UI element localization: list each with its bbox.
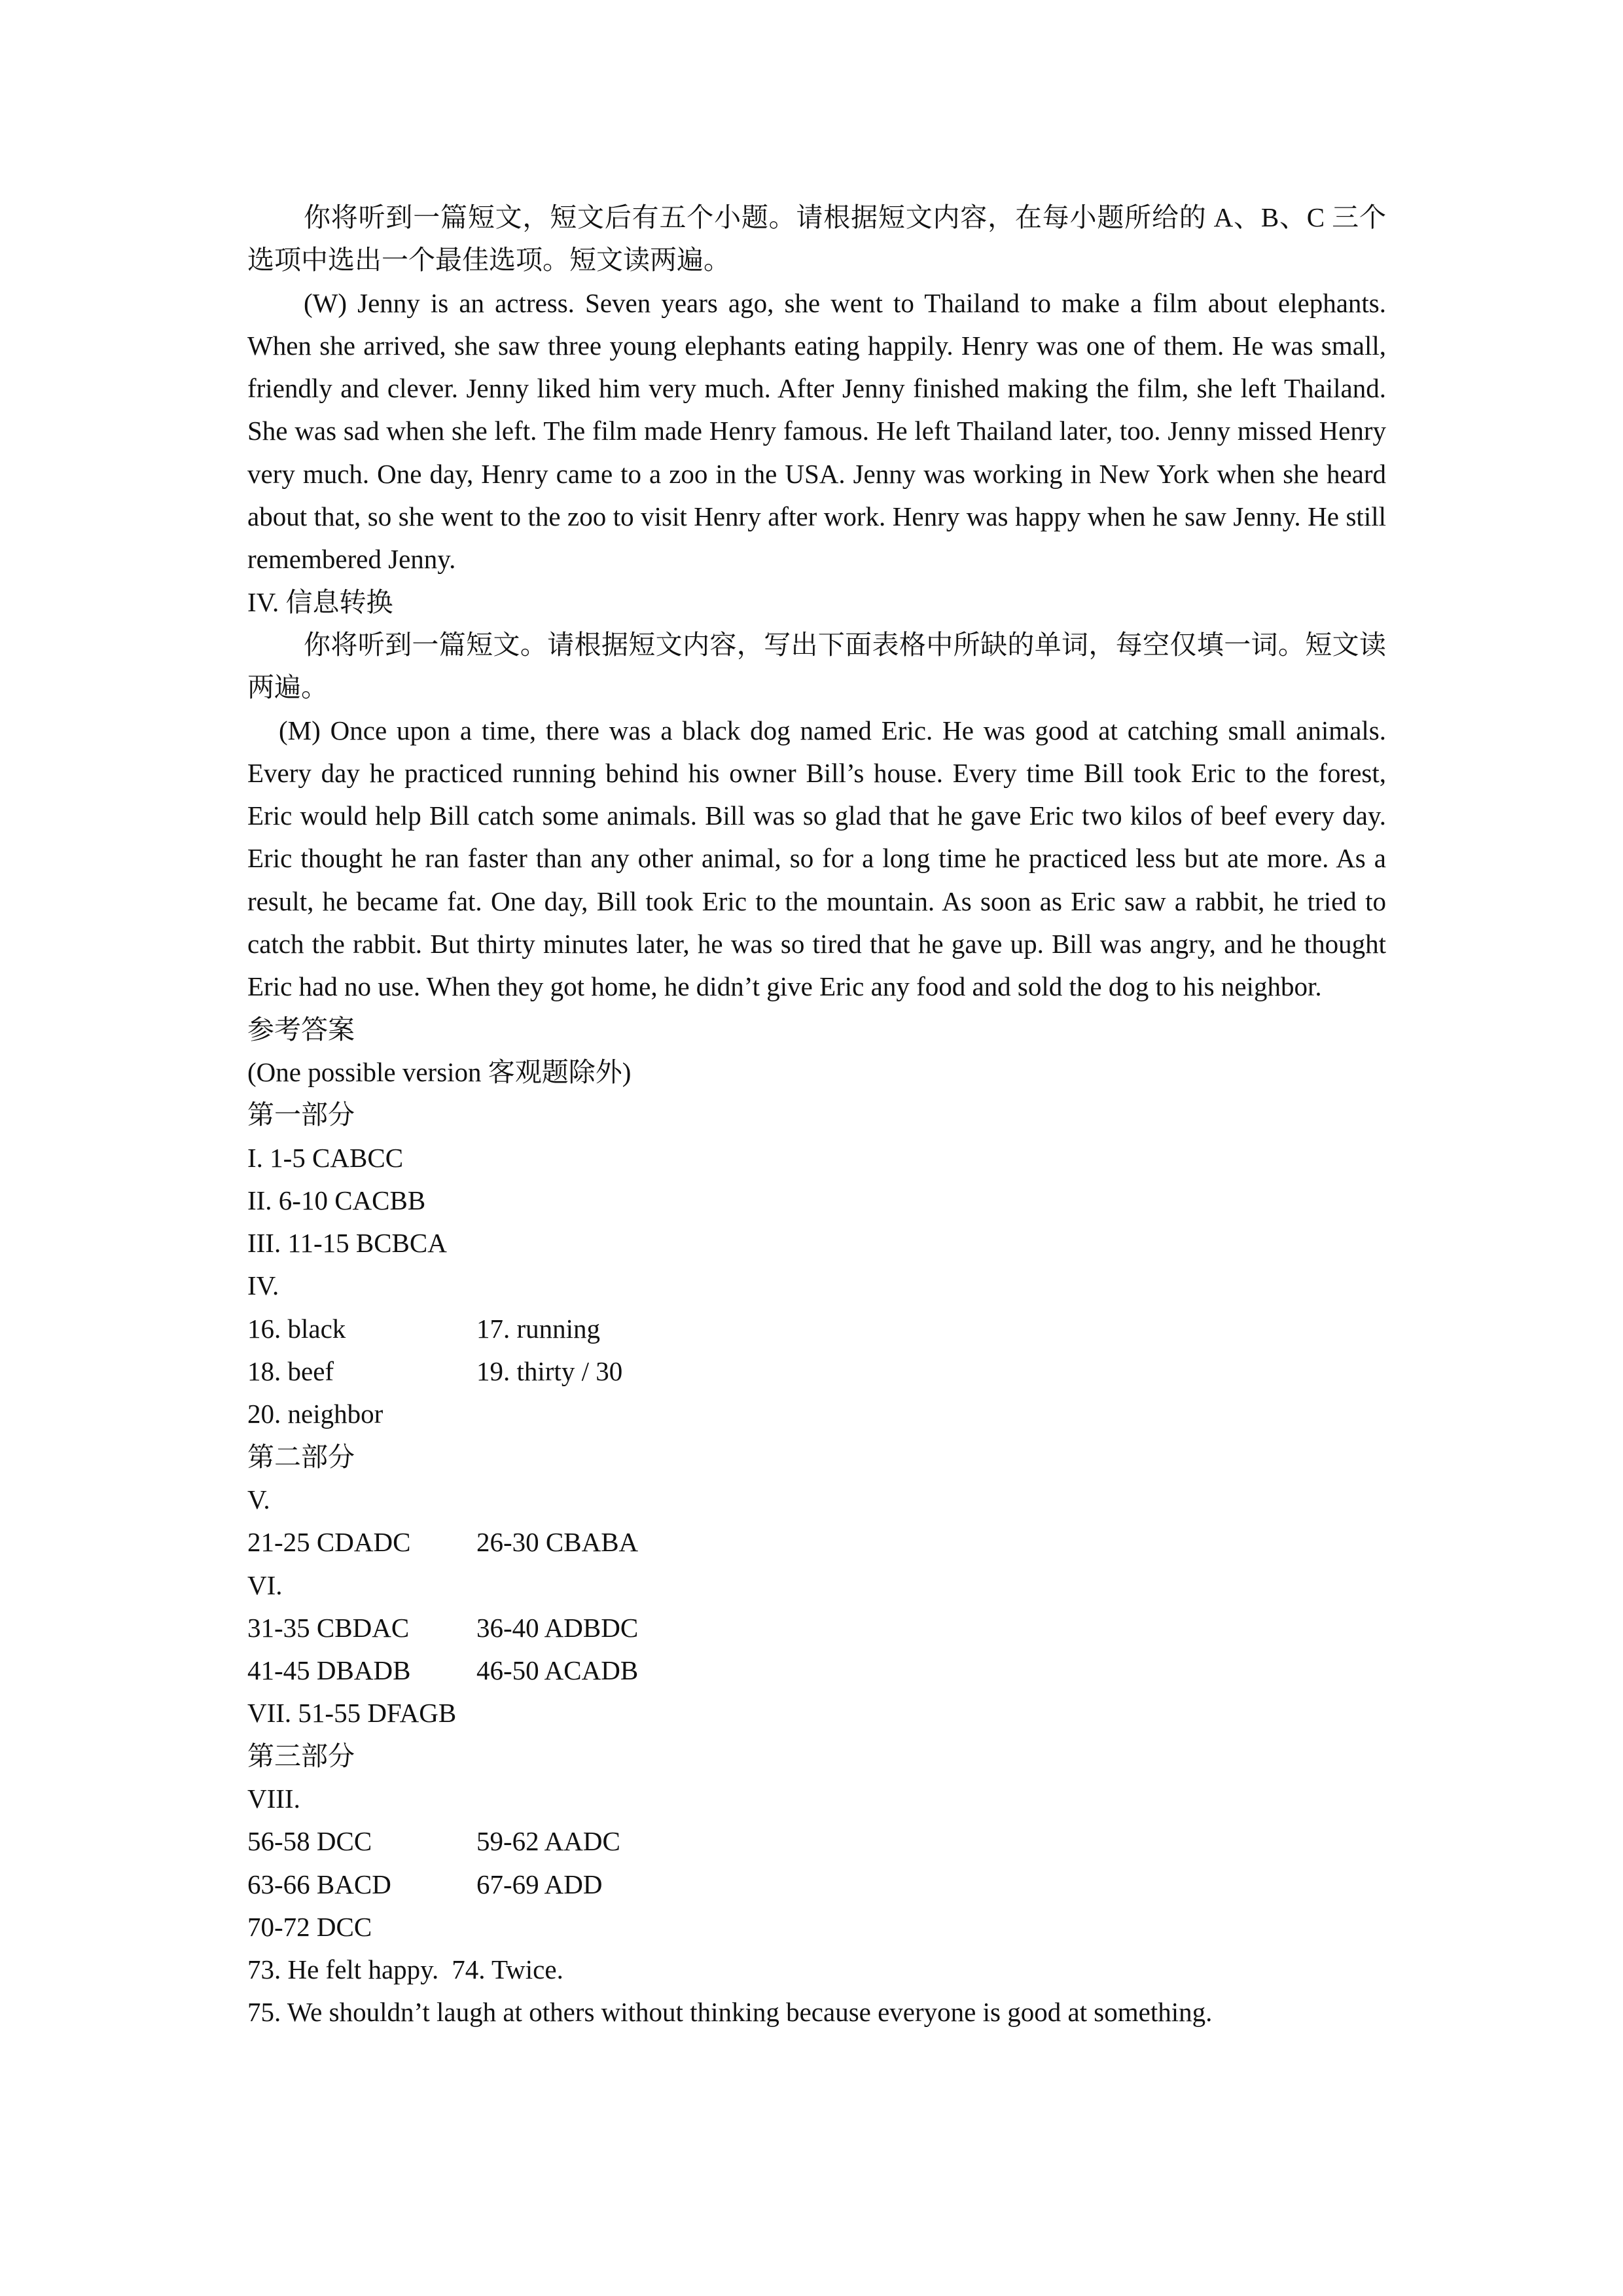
answer-viii-label: VIII. bbox=[247, 1783, 300, 1814]
answer-70-72: 70-72 DCC bbox=[247, 1911, 372, 1942]
answer-row bbox=[247, 1948, 1386, 1991]
part1-title: 第一部分 bbox=[247, 1100, 355, 1130]
answer-75: 75. We shouldn’t laugh at others without thinking because everyone is good at something. bbox=[247, 1997, 1213, 2028]
answer-26-30: 26-30 CBABA bbox=[476, 1527, 639, 1558]
answer-17: 17. running bbox=[476, 1313, 601, 1344]
answer-21-25: 21-25 CDADC bbox=[247, 1527, 411, 1558]
answers-title: 参考答案 bbox=[247, 1014, 355, 1045]
answer-59-62: 59-62 AADC bbox=[476, 1826, 620, 1857]
answer-v-label: V. bbox=[247, 1484, 270, 1515]
answer-i: I. 1-5 CABCC bbox=[247, 1142, 404, 1173]
answer-ii: II. 6-10 CACBB bbox=[247, 1185, 426, 1215]
answer-19: 19. thirty / 30 bbox=[476, 1356, 623, 1387]
answer-31-35: 31-35 CBDAC bbox=[247, 1612, 410, 1643]
answer-iii: III. 11-15 BCBCA bbox=[247, 1228, 447, 1259]
section4-heading: IV. 信息转换 bbox=[247, 586, 393, 617]
answer-vi-label: VI. bbox=[247, 1570, 283, 1600]
part3-title: 第三部分 bbox=[247, 1740, 355, 1771]
answer-56-58: 56-58 DCC bbox=[247, 1826, 372, 1857]
answer-row bbox=[247, 1820, 1386, 1863]
answer-16: 16. black bbox=[247, 1313, 346, 1344]
answer-41-45: 41-45 DBADB bbox=[247, 1655, 411, 1686]
section3-instructions: 你将听到一篇短文，短文后有五个小题。请根据短文内容，在每小题所给的 A、B、C 三个选项中选出一个最佳选项。短文读两遍。 bbox=[247, 202, 1386, 276]
answer-row bbox=[247, 1607, 1386, 1649]
part2-title: 第二部分 bbox=[247, 1441, 355, 1472]
answer-iv-label: IV. bbox=[247, 1270, 279, 1301]
answer-36-40: 36-40 ADBDC bbox=[476, 1612, 639, 1643]
answer-20: 20. neighbor bbox=[247, 1399, 383, 1429]
answer-73: 73. He felt happy. bbox=[247, 1954, 439, 1985]
answer-67-69: 67-69 ADD bbox=[476, 1869, 603, 1899]
answer-row bbox=[247, 1308, 1386, 1350]
answer-row bbox=[247, 1521, 1386, 1564]
answer-74: 74. Twice. bbox=[452, 1954, 563, 1985]
document-page bbox=[247, 196, 1386, 2034]
answer-row bbox=[247, 1649, 1386, 1692]
section4-script: (M) Once upon a time, there was a black dog named Eric. He was good at catching small animals. Every day he practiced running behind his owner Bill’s house. Every time Bill took Eric to the forest, Eric would help Bill catch some animals. Bill was so glad that he gave Eric two kilos of beef every day. Eric thought he ran faster than any other animal, so for a long time he practiced less but ate more. As a result, he became fat. One day, Bill took Eric to the mountain. As soon as Eric saw a rabbit, he tried to catch the rabbit. But thirty minutes later, he was so tired that he gave up. Bill was angry, and he thought Eric had no use. When they got home, he didn’t give Eric any food and sold the dog to his neighbor. bbox=[247, 715, 1386, 1002]
answer-vii: VII. 51-55 DFAGB bbox=[247, 1698, 457, 1729]
section4-instructions: 你将听到一篇短文。请根据短文内容，写出下面表格中所缺的单词，每空仅填一词。短文读两遍。 bbox=[247, 629, 1386, 703]
answer-row bbox=[247, 1863, 1386, 1906]
section3-script: (W) Jenny is an actress. Seven years ago, she went to Thailand to make a film about elephants. When she arrived, she saw three young elephants eating happily. Henry was one of them. He was small, friendly and clever. Jenny liked him very much. After Jenny finished making the film, she left Thailand. She was sad when she left. The film made Henry famous. He left Thailand later, too. Jenny missed Henry very much. One day, Henry came to a zoo in the USA. Jenny was working in New York when she heard about that, so she went to the zoo to visit Henry after work. Henry was happy when he saw Jenny. He still remembered Jenny. bbox=[247, 287, 1386, 575]
answer-row bbox=[247, 1350, 1386, 1393]
answer-63-66: 63-66 BACD bbox=[247, 1869, 391, 1899]
answer-46-50: 46-50 ACADB bbox=[476, 1655, 639, 1686]
answers-note: (One possible version 客观题除外) bbox=[247, 1056, 632, 1087]
answer-18: 18. beef bbox=[247, 1356, 334, 1387]
